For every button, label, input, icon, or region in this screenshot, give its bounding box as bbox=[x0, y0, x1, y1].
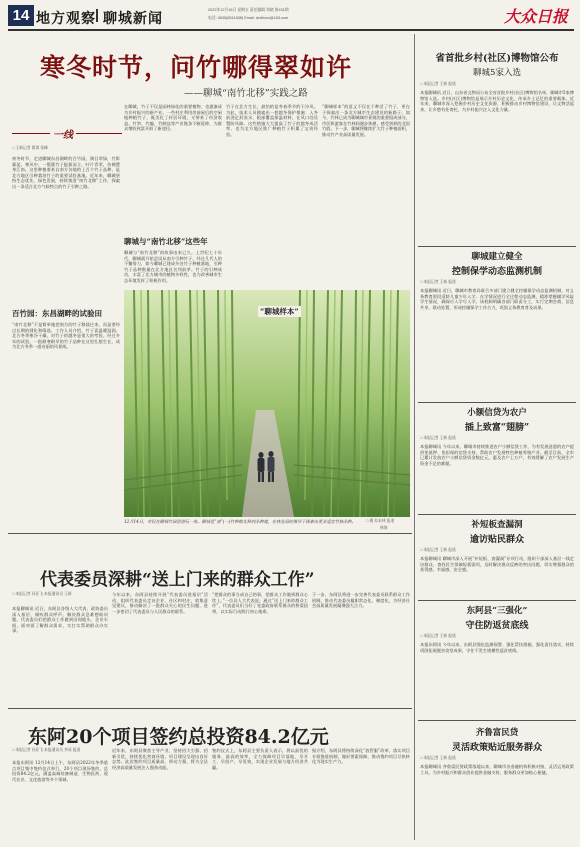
side2-rule bbox=[418, 402, 576, 403]
side2-title: 聊城建立健全 bbox=[471, 252, 523, 262]
article3-body-col4: 据介绍，东阿县将持续深化“放管服”改革，落实项目专班推进机制，做好要素保障，推动签约项目尽快转化为现实生产力。 bbox=[312, 748, 410, 765]
article3-body-col2: 近年来，东阿县聚焦主导产业，坚持招大引强、招新引优，持续优化营商环境，项目建设呈现出良好态势。此次签约项目质量高、带动力强，将为全县经济高质量发展注入强劲动能。 bbox=[112, 748, 208, 770]
contact-line: 电话: 0635(8511658) Email: dzrblzcx@163.com bbox=[208, 16, 289, 20]
side1-subtitle: 聊城5家入选 bbox=[473, 68, 521, 78]
article-body-col2: “南竹北移”不是简单地把南方的竹子移栽过来，而是要经过长期的驯化和筛选。工作人员介绍，竹子喜温暖湿润，北方冬季寒冷干燥，对竹子的越冬是很大的考验。经过多年的试验，一批耐寒耐旱的竹子品种在这里扎根生长，成为北方冬季一道亮丽的风景线。 bbox=[12, 322, 120, 350]
article2-byline: □ 本报记者 孙亚飞 本报通讯员 王新 bbox=[12, 592, 72, 596]
article2-body-col1: 本报聊城讯 近日，东阿县各级人大代表、政协委员深入基层，倾听群众呼声，解决群众急难愁盼问题。代表委员们把群众工作做到田间地头、企业车间，面对面了解群众需求，实打实帮助群众办实事。 bbox=[12, 606, 108, 634]
article2-body-col4: 下一步，东阿县将进一步完善代表委员联系群众工作机制，推动代表委员履职常态化、制度化，为经济社会高质量发展凝聚强大合力。 bbox=[312, 592, 410, 609]
bamboo-photo bbox=[124, 290, 410, 517]
article-body-col1: 初冬时节，走进聊城东昌湖畔的百竹园，满目翠绿，竹影婆娑。寒风中，一簇簇竹子挺拔而立，叶片青翠，仿佛置身江南。这里种植着来自南方各地的上百个竹子品种，是北方地区引种栽培竹子的重要试验基地。近年来，聊城坚持生态优先、绿色发展，持续推进“南竹北移”工作，探索出一条适合北方气候特点的竹子引种之路。 bbox=[12, 156, 120, 189]
side2-subtitle: 控制保学动态监测机制 bbox=[451, 267, 542, 277]
article-title: 寒冬时节，问竹哪得翠如许 bbox=[40, 53, 353, 82]
photo-sign: 林海 bbox=[380, 526, 388, 530]
article2-body-col3: “把群众的事当成自己的事，把群众工作做到群众心坎上。”一位县人大代表说。通过“送上门来的群众工作”，代表委员们当好了党委政府联系群众的桥梁纽带，以实际行动践行初心使命。 bbox=[212, 592, 308, 614]
side3-title: 小额信贷为农户 bbox=[467, 408, 527, 418]
side4-subtitle: 逾访贴民群众 bbox=[469, 535, 524, 545]
side3-rule bbox=[418, 514, 576, 515]
side5-rule bbox=[418, 720, 576, 721]
article-body-col6: “聊城样本”的意义不仅在于种活了竹子，更在于探索出一条北方城市生态建设的新路子。如今，竹林已成为聊城城市景观的重要组成部分，市民和游客在竹林间漫步休憩，感受别样的北国竹韵。下一步，聊城将继续扩大竹子种植面积，推动竹产业高质量发展。 bbox=[322, 104, 410, 137]
article-subtitle: ——聊城“南竹北移”实践之路 bbox=[184, 88, 308, 99]
sidebar-divider bbox=[414, 34, 415, 840]
side4-title: 补短板查漏洞 bbox=[471, 520, 523, 530]
side1-title: 省首批乡村(社区)博物馆公布 bbox=[435, 53, 559, 64]
subhead-sample: “聊城样本” bbox=[260, 307, 299, 316]
article2-title: 代表委员深耕“送上门来的群众工作” bbox=[40, 570, 315, 590]
side1-rule bbox=[418, 246, 576, 247]
side6-title: 齐鲁富民贷 bbox=[475, 728, 519, 738]
side2-body: 本报聊城讯 近日，聊城市教育局联合多部门建立健全控辍保学动态监测机制，对义务教育阶段适龄儿童少年入学、在学情况进行全过程动态监测，精准掌握辍学风险学生情况，确保应入学尽入学。该机制明确各部门职责分工，实行定期会商、信息共享、联动处置，形成控辍保学工作合力，巩固义务教育普及成果。 bbox=[420, 288, 574, 310]
article-byline: □ 王新记者 翟琪 张峰 bbox=[12, 146, 48, 150]
article3-body-col1: 本报东阿讯 12月14日上午，东阿县2022年冬季重点项目集中签约仪式举行，20个项目现场签约，总投资84.2亿元，涵盖高端装备制造、生物医药、现代农业、文化旅游等多个领域。 bbox=[12, 760, 108, 782]
article3-byline: □ 本报记者 孙亚飞 本报通讯员 李成 报道 bbox=[12, 748, 81, 752]
article-body-col4: 聊城与“南竹北移”的故事由来已久。上世纪七十年代，聊城就开始尝试从南方引种竹子。经过几代人的不懈努力，如今聊城已建成多处竹子种植基地，引种竹子品种数量在北方地区名列前茅。竹子的引种成功，丰富了北方城市的植物多样性，也为改善城市生态环境发挥了积极作用。 bbox=[124, 250, 222, 283]
side4-byline: □ 本报记者 王新 报道 bbox=[420, 548, 456, 552]
side1-byline: □ 本报记者 王新 报道 bbox=[420, 82, 456, 86]
masthead-rule bbox=[8, 29, 574, 31]
subhead-test-field: 百竹园：东昌湖畔的试验田 bbox=[12, 309, 102, 318]
article2-rule bbox=[8, 708, 412, 709]
side1-body: 本报聊城讯 近日，山东省文物局公布全省首批乡村(社区)博物馆名单，聊城市5家博物馆入选。乡村(社区)博物馆是展示乡村历史文化、传承乡土记忆的重要载体。近年来，聊城市深入挖掘乡村历史文化资源，积极推动乡村博物馆建设，让文物活起来，让乡愁有处寄托，为乡村振兴注入文化力量。 bbox=[420, 90, 574, 112]
side5-title: 东阿县“三强化” bbox=[466, 606, 528, 616]
date-line: 2022年12月16日 星期五 责任编辑 刘晓 第431期 bbox=[208, 8, 289, 12]
side4-body: 本报聊城讯 聊城市深入开展“补短板、查漏洞”专项行动，组织干部深入基层一线走访群众，查找民生领域短板弱项，及时解决群众反映的突出问题，切实增强群众的获得感、幸福感、安全感。 bbox=[420, 556, 574, 573]
article1-rule bbox=[8, 533, 412, 534]
side3-subtitle: 插上致富“翅膀” bbox=[464, 423, 530, 433]
side2-byline: □ 本报记者 王新 报道 bbox=[420, 280, 456, 284]
side5-body: 本报东阿讯 今年以来，东阿县强化监测预警、强化帮扶措施、强化责任落实，持续巩固拓展脱贫攻坚成果，守住不发生规模性返贫底线。 bbox=[420, 642, 574, 653]
subhead-history: 聊城与“南竹北移”这些年 bbox=[124, 237, 208, 246]
page-number: 14 bbox=[8, 5, 34, 26]
side3-body: 本报聊城讯 今年以来，聊城市持续推进农户小额信贷工作，为有发展意愿的农户提供免抵押、免担保的信贷支持，帮助农户发展特色种植养殖产业。截至目前，全市已累计发放农户小额信贷资金数亿元，惠及农户上万户，有效缓解了农户发展生产资金不足的难题。 bbox=[420, 444, 574, 466]
side3-byline: □ 本报记者 王新 报道 bbox=[420, 436, 456, 440]
side5-subtitle: 守住防返贫底线 bbox=[465, 621, 529, 631]
side5-byline: □ 本报记者 王新 报道 bbox=[420, 634, 456, 638]
column-name: 聊城新闻 bbox=[103, 11, 163, 27]
column-badge bbox=[12, 128, 122, 140]
divider-icon bbox=[96, 9, 98, 22]
badge-label: 一线 bbox=[50, 126, 76, 141]
side4-rule bbox=[418, 600, 576, 601]
article3-title: 东阿20个项目签约总投资84.2亿元 bbox=[28, 726, 329, 748]
article-body-col3: 在聊城，竹子不仅是园林绿化的重要植物，也逐渐成为乡村振兴的新产业。一些村庄利用房前屋后的空闲地种植竹子，既美化了村居环境，又带来了经济收益。竹笋、竹编、竹制品等产业链条不断延伸，为群众增收致富开辟了新途径。 bbox=[124, 104, 222, 132]
side6-body: 本报聊城讯 齐鲁富民贷政策落地以来，聊城市各金融机构积极对接，灵活运用政策工具，为乡村振兴和群众创业提供金融支持，服务群众更加贴心便捷。 bbox=[420, 764, 574, 775]
side6-subtitle: 灵活政策贴近服务群众 bbox=[451, 743, 542, 753]
photo-caption: 12月14日，市民在聊城竹园里游玩一角。聊城是“南”(一)竹种植北移的品种地，在林业局的指导下探索出更多适宜竹林品种。 bbox=[124, 519, 356, 524]
section-name: 地方观察 bbox=[36, 11, 96, 27]
article3-body-col3: 签约仪式上，东阿县主要负责人表示，将以最优的服务、最高的效率，全力保障项目早落地、早开工、早投产、早见效，实现企业发展与地方经济共赢。 bbox=[212, 748, 308, 770]
photo-credit: □ 摄 苏本林 报道 bbox=[366, 519, 395, 523]
article2-body-col2: 今年以来，东阿县持续开展“代表委员进基层”活动，组织代表委员走访企业、社区和村庄，收集意见建议，推动解决了一批群众关心的民生问题，进一步密切了代表委员与人民群众的联系。 bbox=[112, 592, 208, 614]
article-body-col5: 竹子在北方生长，最怕的是冬春季节的干冷风。为此，技术人员摸索出一套越冬保护措施：入冬前浇足封冻水，根部覆盖保温材料，在风口处设置防风障。这些措施大大提高了竹子的越冬成活率，也为北方地区推广种植竹子积累了宝贵经验。 bbox=[226, 104, 318, 137]
brand-logo: 大众日报 bbox=[504, 7, 569, 26]
side6-byline: □ 本报记者 王新 报道 bbox=[420, 756, 456, 760]
